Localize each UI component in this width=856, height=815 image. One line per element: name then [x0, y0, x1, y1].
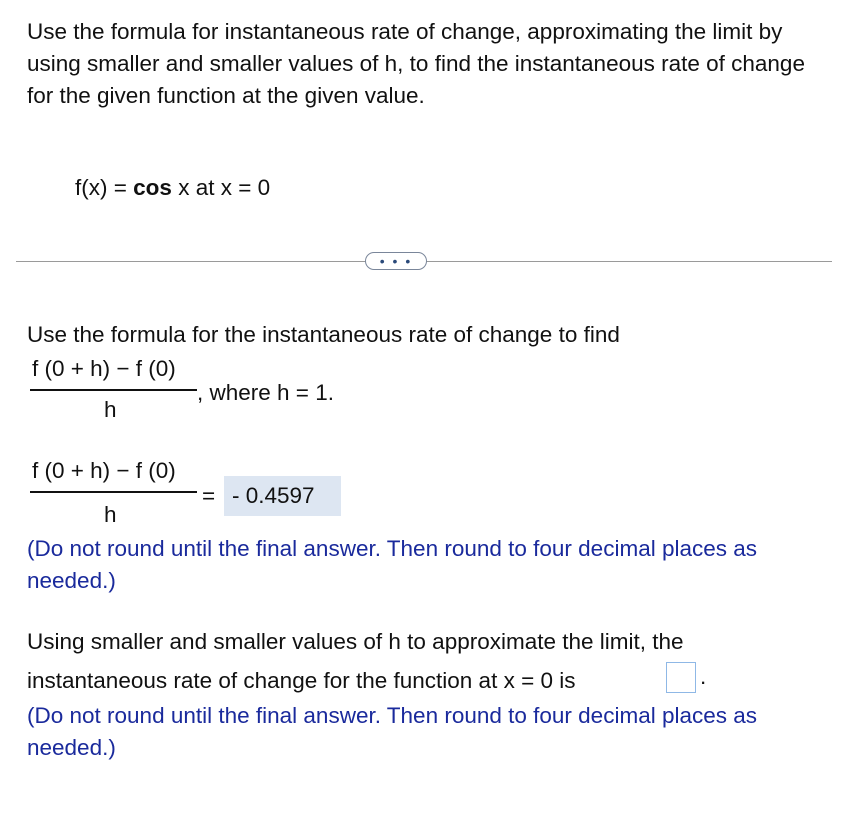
answer1-rounding-note: (Do not round until the final answer. Then round to four decimal places as needed.) [27, 536, 758, 593]
answer1-value-box: - 0.4597 [224, 476, 341, 516]
question-prompt: Use the formula for instantaneous rate of change, approximating the limit by using smaller and smaller values of h, to find the instantaneous rate of change for the given function at the given value. [27, 19, 805, 108]
part1-fraction-denominator: h [104, 397, 117, 422]
function-cos: cos [133, 175, 172, 200]
part1-condition: , where h = 1. [197, 380, 334, 405]
part1-fraction-bar [30, 389, 197, 391]
answer1-equals: = [202, 483, 216, 508]
part1-fraction-numerator: f (0 + h) − f (0) [32, 356, 176, 381]
function-rhs: x at x = 0 [178, 175, 271, 200]
part1-intro: Use the formula for the instantaneous rate of change to find [27, 322, 620, 347]
part2-text-block [27, 622, 827, 700]
function-statement [75, 172, 270, 204]
part2-rounding-note: (Do not round until the final answer. Then round to four decimal places as needed.) [27, 703, 758, 760]
answer1-fraction-bar [30, 491, 197, 493]
instantaneous-rate-input[interactable] [666, 662, 696, 693]
part2-period: . [700, 664, 707, 689]
part2-text: Using smaller and smaller values of h to approximate the limit, the instantaneous rate of change for the function at x = 0 is [27, 629, 684, 693]
function-lhs: f(x) = [75, 175, 127, 200]
answer1-fraction-denominator: h [104, 502, 117, 527]
answer1-fraction-numerator: f (0 + h) − f (0) [32, 458, 176, 483]
more-options-button[interactable]: • • • [365, 252, 427, 270]
